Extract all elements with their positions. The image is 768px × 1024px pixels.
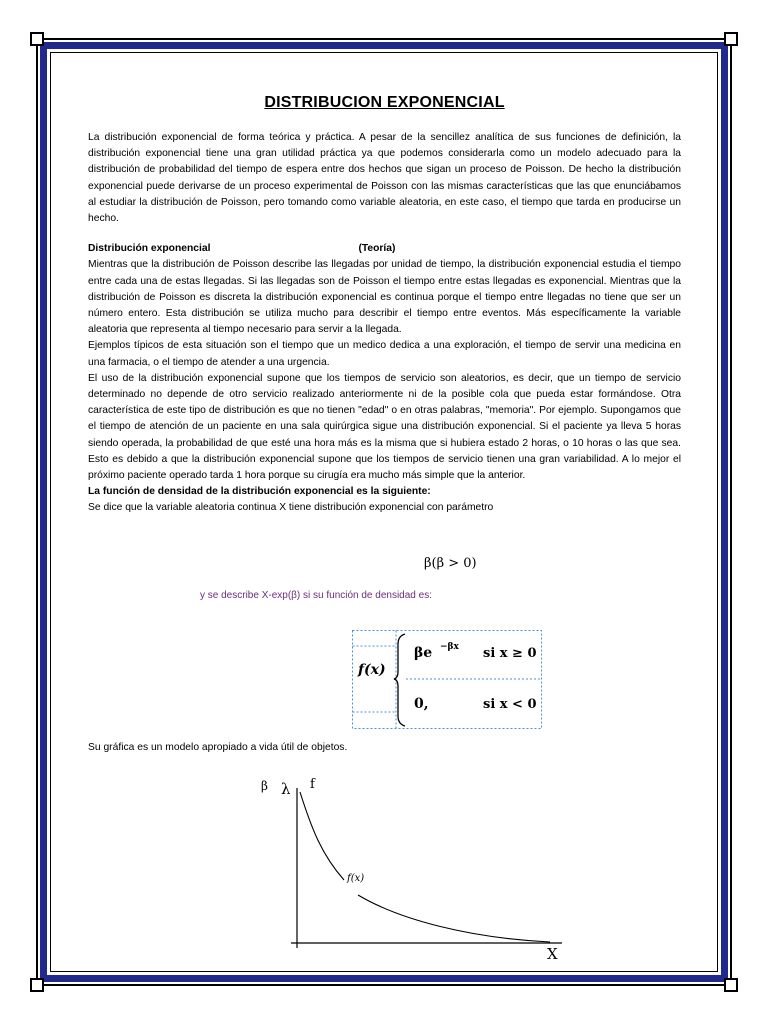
paragraph-parameter: Se dice que la variable aleatoria continua X tiene distribución exponencial con parámetro — [88, 502, 494, 514]
density-heading: La función de densidad de la distribución exponencial es la siguiente: — [88, 486, 431, 498]
frame-corner-top-right — [724, 32, 738, 46]
x-label: X — [547, 945, 558, 962]
case1-expression: βe — [414, 645, 433, 661]
paragraph-memoryless: El uso de la distribución exponencial supone que los tiempos de servicio son aleatorios, es decir, que un tiempo de servicio determinado no depende de otro servicio realizado anteriormente ni de la posible cola que pueda estar formándose. Otra característica de este tipo de distribución es que no tienen "edad" o en otras palabras, "memoria". Por ejemplo. Supongamos que el tiempo de atención de un paciente en una sala quirúrgica sigue una distribución exponencial. Si el paciente ya lleva 5 horas siendo operada, la probabilidad de que esté una hora más es la misma que si hubiera estado 2 horas, o 10 horas o las que sea. Esto es debido a que la distribución exponencial supone que los tiempos de servicio tienen una gran variabilidad. A lo mejor el próximo paciente operado tarda 1 hora porque su cirugía era mucho más simple que la anterior. — [88, 372, 681, 482]
section-heading-tag: (Teoría) — [358, 243, 396, 255]
document-title: DISTRIBUCION EXPONENCIAL — [264, 94, 505, 111]
frame-corner-top-left — [30, 32, 44, 46]
parameter-formula: β(β > 0) — [424, 556, 477, 571]
frame-corner-bottom-left — [30, 978, 44, 992]
document-body — [88, 92, 681, 517]
case2-condition: si x < 0 — [483, 697, 537, 712]
case1-condition: si x ≥ 0 — [483, 646, 537, 661]
density-function-table — [352, 630, 542, 729]
density-description: y se describe X-exp(β) si su función de densidad es: — [200, 590, 432, 601]
intro-paragraph: La distribución exponencial de forma teórica y práctica. A pesar de la sencillez analítica de sus funciones de definición, la distribución exponencial tiene una gran utilidad práctica ya que podemos considerarla como un modelo adecuado para la distribución de probabilidad del tiempo de espera entre dos hechos que sigan un proceso de Poisson. De hecho la distribución exponencial puede derivarse de un proceso experimental de Poisson con las mismas características que las que enunciábamos al estudiar la distribución de Poisson, pero tomando como variable aleatoria, en este caso, el tiempo que tarda en producirse un hecho. — [88, 132, 681, 225]
exponential-graph — [250, 770, 570, 962]
section-heading — [88, 241, 681, 257]
frame-corner-bottom-right — [724, 978, 738, 992]
fx-label: f(x) — [358, 662, 386, 678]
beta-label: β — [261, 779, 268, 793]
paragraph-poisson: Mientras que la distribución de Poisson describe las llegadas por unidad de tiempo, la distribución exponencial estudia el tiempo entre cada una de estas llegadas. Si las llegadas son de Poisson el tiempo entre estas llegadas es exponencial. Mientras que la distribución de Poisson es discreta la distribución exponencial es continua porque el tiempo entre llegadas no tiene que ser un número entero. Esta distribución se utiliza mucho para describir el tiempo entre eventos. Más específicamente la variable aleatoria que representa al tiempo necesario para servir a la llegada. — [88, 259, 681, 336]
section-heading-text: Distribución exponencial — [88, 243, 211, 255]
paragraph-examples: Ejemplos típicos de esta situación son el tiempo que un medico dedica a una exploración, el tiempo de servir una medicina en una farmacia, o el tiempo de atender a una urgencia. — [88, 340, 681, 368]
curve-segment-lower — [358, 895, 550, 942]
graph-caption: Su gráfica es un modelo apropiado a vida útil de objetos. — [88, 742, 348, 753]
case2-expression: 0, — [414, 696, 429, 712]
lambda-label: λ — [281, 780, 291, 798]
f-label: f — [310, 777, 315, 792]
curve-segment-upper — [300, 792, 344, 880]
case1-exponent: −βx — [440, 642, 459, 652]
curve-label: f(x) — [347, 873, 365, 884]
